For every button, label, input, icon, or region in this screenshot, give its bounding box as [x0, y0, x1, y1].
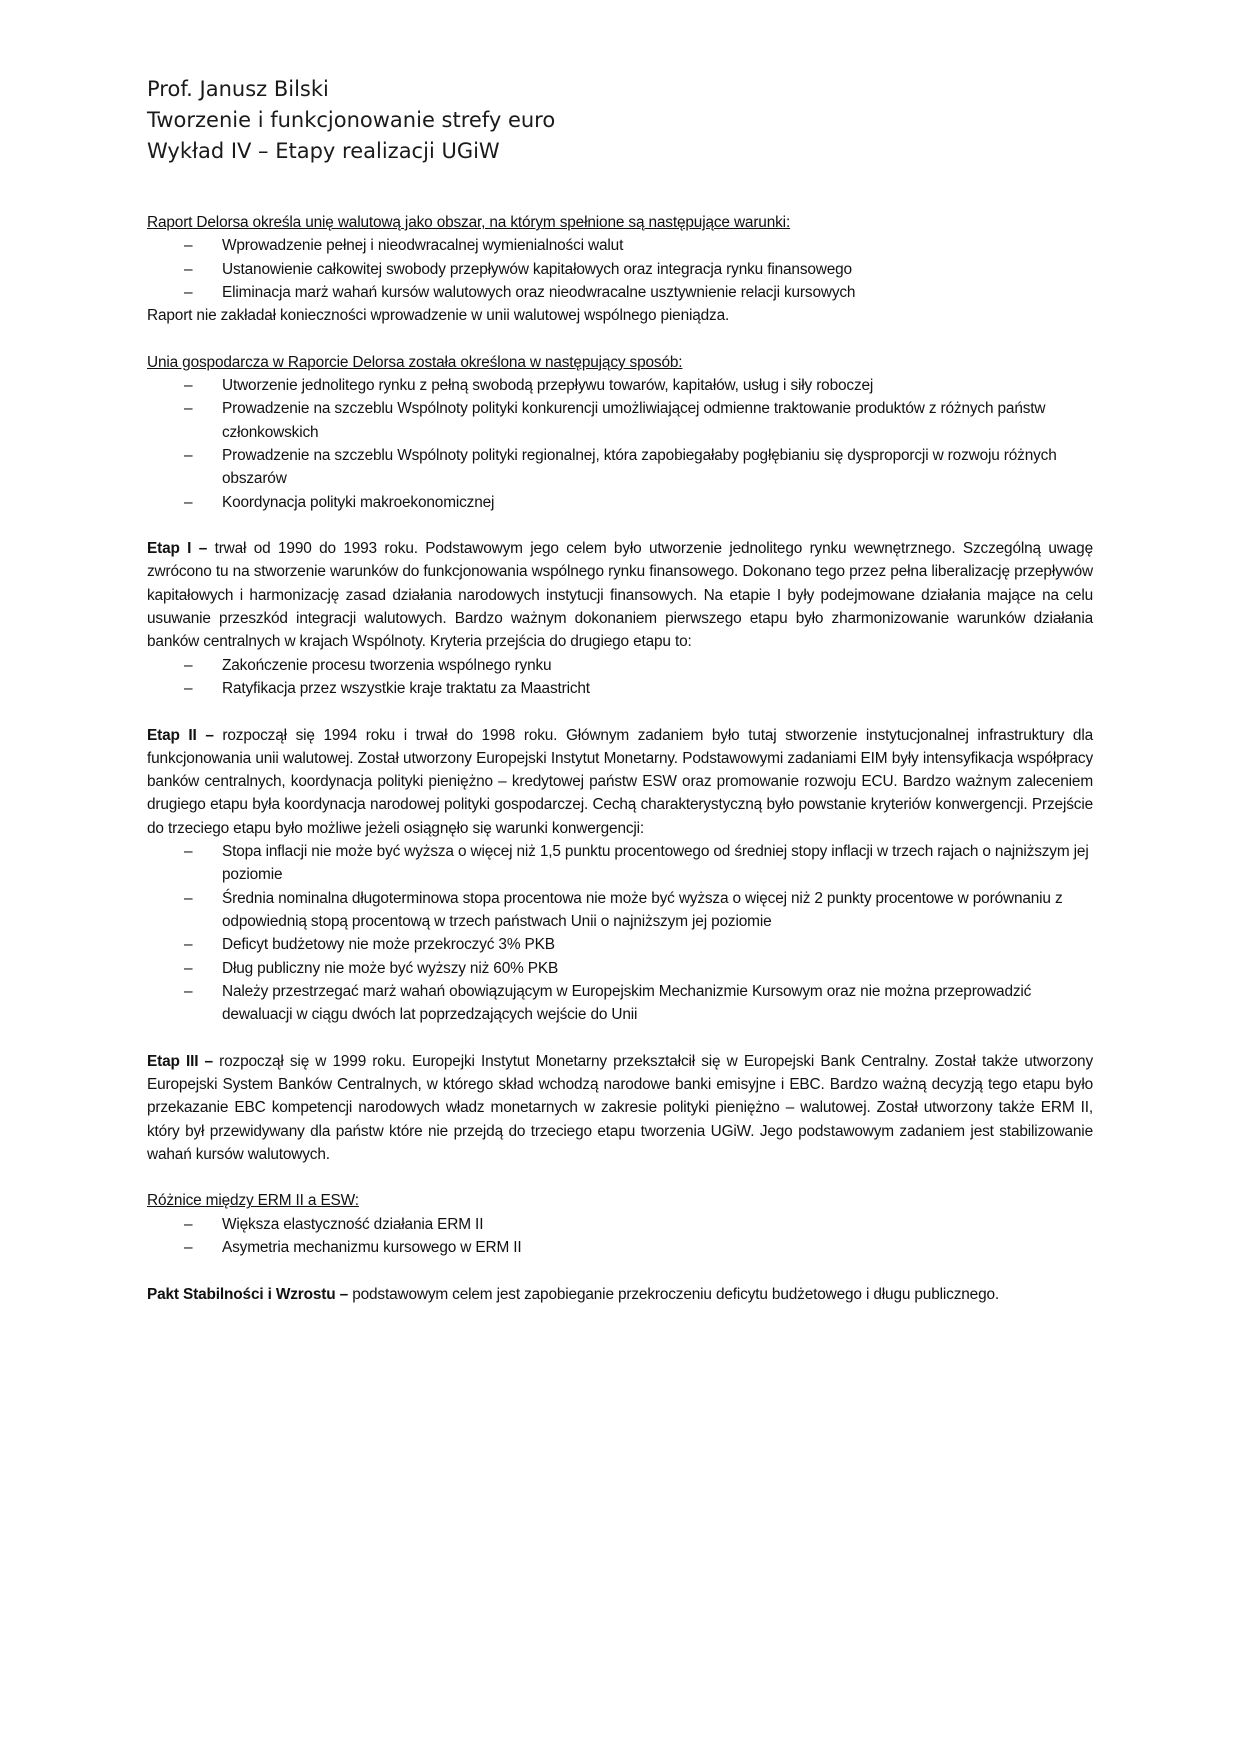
course-title: Tworzenie i funkcjonowanie strefy euro [147, 108, 556, 132]
stage-2-text: rozpoczął się 1994 roku i trwał do 1998 roku. Głównym zadaniem było tutaj stworzenie instytucjonalnej infrastruktury dla funkcjonowania unii walutowej. Został utworzony Europejski Instytut Monetarny. Podstawowymi zadaniami EIM były intensyfikacja współpracy banków centralnych, koordynacja polityki pieniężno – kredytowej państw ESW oraz promowanie rozwoju ECU. Bardzo ważnym zaleceniem drugiego etapu była koordynacja narodowej polityki gospodarczej. Cechą charakterystyczną było powstanie kryteriów konwergencji. Przejście do trzeciego etapu było możliwe jeżeli osiągnęło się warunki konwergencji: [147, 726, 1093, 837]
list-item [147, 1236, 1093, 1259]
list-item [147, 677, 1093, 700]
list-item [147, 234, 1093, 257]
stage-2-paragraph [147, 724, 1093, 840]
list-item [147, 654, 1093, 677]
list-item-text: Eliminacja marż wahań kursów walutowych oraz nieodwracalne usztywnienie relacji kursowych [222, 283, 856, 301]
stage-3-label: Etap III – [147, 1052, 213, 1070]
delors-monetary-union-list [147, 234, 1093, 304]
list-item [147, 933, 1093, 956]
list-item-text: Ustanowienie całkowitej swobody przepływów kapitałowych oraz integracja rynku finansowego [222, 260, 852, 278]
document-body [147, 211, 1093, 1306]
economic-union-heading: Unia gospodarcza w Raporcie Delorsa została określona w następujący sposób: [147, 353, 683, 371]
spacer [147, 327, 1093, 350]
dash-marker: – [184, 843, 193, 861]
list-item [147, 840, 1093, 887]
stability-pact-paragraph [147, 1283, 1093, 1306]
list-item [147, 397, 1093, 444]
list-item-text: Prowadzenie na szczeblu Wspólnoty polityki konkurencji umożliwiającej odmienne traktowanie produktów z różnych państw członkowskich [222, 400, 1046, 441]
dash-marker: – [184, 656, 193, 674]
dash-marker: – [184, 982, 193, 1000]
stability-pact-label: Pakt Stabilności i Wzrostu – [147, 1285, 349, 1303]
spacer [147, 1166, 1093, 1189]
spacer [147, 514, 1093, 537]
list-item [147, 281, 1093, 304]
list-item-text: Prowadzenie na szczeblu Wspólnoty polityki regionalnej, która zapobiegałaby pogłębianiu się dysproporcji w rozwoju różnych obszarów [222, 446, 1057, 488]
dash-marker: – [184, 493, 193, 511]
dash-marker: – [184, 237, 193, 255]
list-item-text: Utworzenie jednolitego rynku z pełną swobodą przepływu towarów, kapitałów, usług i siły roboczej [222, 377, 874, 395]
convergence-criteria-list [147, 840, 1093, 1026]
spacer [147, 700, 1093, 723]
dash-marker: – [184, 889, 193, 907]
stage-1-paragraph [147, 537, 1093, 653]
economic-union-list [147, 374, 1093, 514]
author-name: Prof. Janusz Bilski [147, 77, 329, 101]
document-header [147, 74, 1107, 167]
list-item [147, 374, 1093, 397]
list-item [147, 1213, 1093, 1236]
dash-marker: – [184, 1215, 193, 1233]
list-item-text: Dług publiczny nie może być wyższy niż 60% PKB [222, 959, 559, 977]
list-item-text: Stopa inflacji nie może być wyższa o więcej niż 1,5 punktu procentowego od średniej stopy inflacji w trzech rajach o najniższym jej poziomie [222, 843, 1089, 884]
delors-monetary-union-heading: Raport Delorsa określa unię walutową jako obszar, na którym spełnione są następujące warunki: [147, 214, 791, 231]
stage-3-text: rozpoczął się w 1999 roku. Europejki Instytut Monetarny przekształcił się w Europejski Bank Centralny. Został także utworzony Europejski System Banków Centralnych, w którego skład wchodzą narodowe banki emisyjne i EBC. Bardzo ważną decyzją tego etapu było przekazanie EBC kompetencji narodowych władz monetarnych w zakresie polityki pieniężno – walutowej. Został utworzony także ERM II, który był przewidywany dla państw które nie przejdą do trzeciego etapu tworzenia UGiW. Jego podstawowym zadaniem jest stabilizowanie wahań kursów walutowych. [147, 1052, 1094, 1163]
list-item-text: Koordynacja polityki makroekonomicznej [222, 493, 495, 511]
dash-marker: – [184, 260, 193, 278]
list-item [147, 887, 1093, 934]
list-item [147, 491, 1093, 514]
dash-marker: – [184, 1239, 193, 1257]
spacer [147, 1259, 1093, 1282]
dash-marker: – [184, 377, 193, 395]
stage-1-text: trwał od 1990 do 1993 roku. Podstawowym jego celem było utworzenie jednolitego rynku wewnętrznego. Szczególną uwagę zwrócono tu na stworzenie warunków do funkcjonowania wspólnego rynku finansowego. Dokonano tego przez pełna liberalizację przepływów kapitałowych i harmonizację zasad działania narodowych instytucji finansowych. Na etapie I były podejmowane działania mające na celu usuwanie przeszkód integracji walutowych. Bardzo ważnym dokonaniem pierwszego etapu było zharmonizowanie warunków działania banków centralnych w krajach Wspólnoty. Kryteria przejścia do drugiego etapu to: [147, 540, 1093, 651]
dash-marker: – [184, 400, 193, 418]
list-item-text: Większa elastyczność działania ERM II [222, 1215, 484, 1233]
spacer [147, 1026, 1093, 1049]
stage-3-paragraph [147, 1050, 1093, 1166]
dash-marker: – [184, 936, 193, 954]
list-item-text: Należy przestrzegać marż wahań obowiązującym w Europejskim Mechanizmie Kursowym oraz nie można przeprowadzić dewaluacji w ciągu dwóch lat poprzedzających wejście do Unii [222, 982, 1032, 1024]
list-item-text: Deficyt budżetowy nie może przekroczyć 3% PKB [222, 936, 555, 954]
list-item-text: Średnia nominalna długoterminowa stopa procentowa nie może być wyższa o więcej niż 2 punkty procentowe w porównaniu z odpowiednią stopą procentową w trzech państwach Unii o najniższym jej poziomie [222, 889, 1063, 930]
list-item [147, 258, 1093, 281]
dash-marker: – [184, 679, 193, 697]
erm-differences-heading: Różnice między ERM II a ESW: [147, 1192, 359, 1210]
stage-1-label: Etap I – [147, 540, 208, 558]
delors-note: Raport nie zakładał konieczności wprowadzenie w unii walutowej wspólnego pieniądza. [147, 307, 730, 325]
dash-marker: – [184, 959, 193, 977]
list-item-text: Ratyfikacja przez wszystkie kraje traktatu za Maastricht [222, 679, 590, 697]
list-item [147, 980, 1093, 1027]
stage-2-label: Etap II – [147, 726, 214, 744]
stability-pact-text: podstawowym celem jest zapobieganie przekroczeniu deficytu budżetowego i długu publicznego. [348, 1285, 1000, 1303]
list-item [147, 444, 1093, 491]
erm-differences-list [147, 1213, 1093, 1260]
dash-marker: – [184, 446, 193, 464]
list-item [147, 957, 1093, 980]
list-item-text: Asymetria mechanizmu kursowego w ERM II [222, 1239, 522, 1257]
list-item-text: Wprowadzenie pełnej i nieodwracalnej wymienialności walut [222, 237, 624, 255]
lecture-title: Wykład IV – Etapy realizacji UGiW [147, 139, 500, 163]
dash-marker: – [184, 283, 193, 301]
stage-1-criteria-list [147, 654, 1093, 701]
list-item-text: Zakończenie procesu tworzenia wspólnego rynku [222, 656, 552, 674]
